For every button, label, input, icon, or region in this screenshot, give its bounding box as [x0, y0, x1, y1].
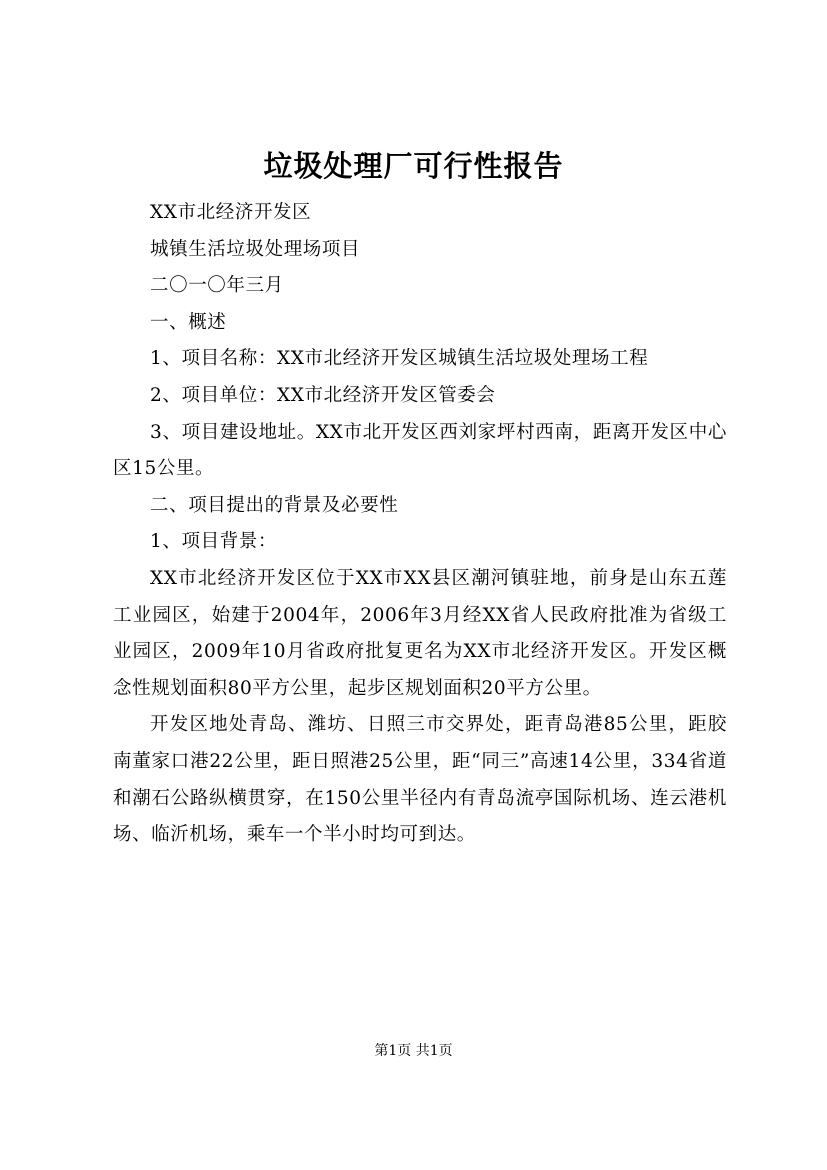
paragraph-2: 城镇生活垃圾处理场项目: [150, 238, 361, 260]
paragraph-10: XX市北经济开发区位于XX市XX县区潮河镇驻地，前身是山东五莲工业园区，始建于2004年，2006年3月经XX省人民政府批准为省级工业园区，2009年10月省政府批复更名为XX市北经济开发区。开发区概念性规划面积80平方公里，起步区规划面积20平方公里。: [113, 567, 727, 699]
paragraph-5: 1、项目名称：XX市北经济开发区城镇生活垃圾处理场工程: [150, 348, 649, 370]
paragraph-11: 开发区地处青岛、潍坊、日照三市交界处，距青岛港85公里，距胶南董家口港22公里，距日照港25公里，距“同三”高速14公里，334省道和潮石公路纵横贯穿，在150公里半径内有青岛流亭国际机场、连云港机场、临沂机场，乘车一个半小时均可到达。: [113, 714, 727, 846]
document-body: [113, 195, 727, 854]
paragraph-8: 二、项目提出的背景及必要性: [150, 494, 399, 516]
paragraph-4: 一、概述: [150, 311, 227, 333]
document-title: 垃圾处理厂可行性报告: [263, 149, 564, 183]
paragraph-7: 3、项目建设地址。XX市北开发区西刘家坪村西南，距离开发区中心区15公里。: [113, 421, 727, 480]
paragraph-1: XX市北经济开发区: [150, 202, 312, 223]
paragraph-6: 2、项目单位：XX市北经济开发区管委会: [150, 384, 496, 406]
page-footer: 第1页 共1页: [374, 1043, 453, 1059]
paragraph-3: 二〇一〇年三月: [150, 275, 284, 297]
paragraph-9: 1、项目背景：: [150, 531, 277, 553]
